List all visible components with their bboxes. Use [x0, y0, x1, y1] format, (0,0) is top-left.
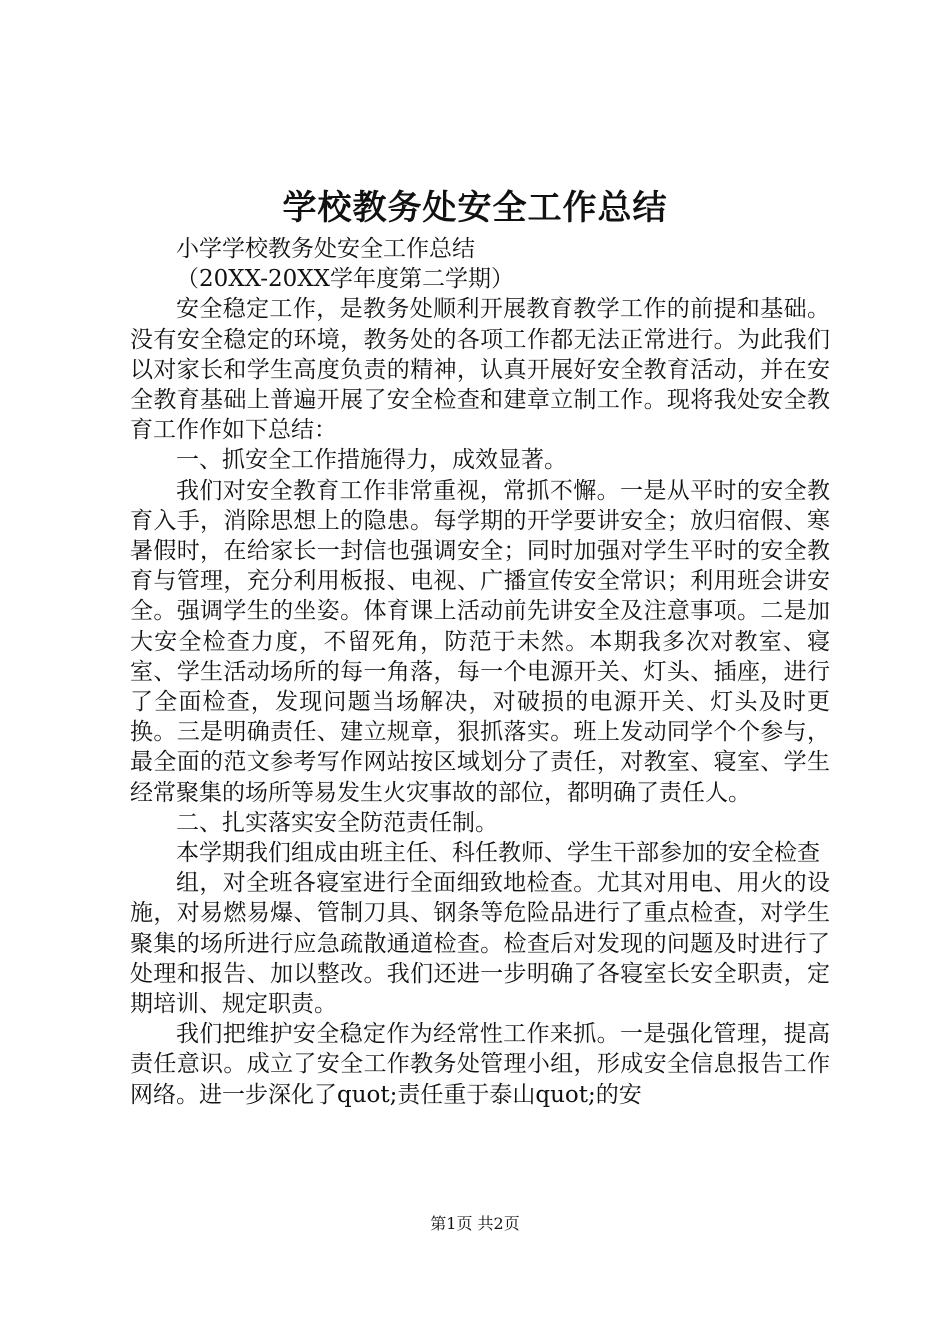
intro-paragraph: 安全稳定工作，是教务处顺利开展教育教学工作的前提和基础。没有安全稳定的环境，教务处的各项工作都无法正常进行。为此我们以对家长和学生高度负责的精神，认真开展好安全教育活动，并在安全教育基础上普遍开展了安全检查和建章立制工作。现将我处安全教育工作作如下总结：	[130, 296, 830, 444]
paragraph: 组，对全班各寝室进行全面细致地检查。尤其对用电、用火的设施，对易燃易爆、管制刀具、钢条等危险品进行了重点检查，对学生聚集的场所进行应急疏散通道检查。检查后对发现的问题及时进行了处理和报告、加以整改。我们还进一步明确了各寝室长安全职责，定期培训、规定职责。	[130, 870, 830, 1018]
subtitle: 小学学校教务处安全工作总结	[176, 236, 475, 262]
document-body	[130, 234, 830, 1110]
paragraph: 我们把维护安全稳定作为经常性工作来抓。一是强化管理，提高责任意识。成立了安全工作教务处管理小组，形成安全信息报告工作网络。进一步深化了quot;责任重于泰山quot;的安	[130, 1021, 830, 1108]
document-title: 学校教务处安全工作总结	[282, 188, 668, 228]
page-indicator: 第1页 共2页	[430, 1214, 520, 1233]
semester-line: （20XX-20XX学年度第二学期）	[176, 266, 514, 293]
section-heading-1: 一、抓安全工作措施得力，成效显著。	[176, 447, 567, 474]
section-heading-2: 二、扎实落实安全防范责任制。	[176, 809, 498, 836]
paragraph: 我们对安全教育工作非常重视，常抓不懈。一是从平时的安全教育入手，消除思想上的隐患。每学期的开学要讲安全；放归宿假、寒暑假时，在给家长一封信也强调安全；同时加强对学生平时的安全教育与管理，充分利用板报、电视、广播宣传安全常识；利用班会讲安全。强调学生的坐姿。体育课上活动前先讲安全及注意事项。二是加大安全检查力度，不留死角，防范于未然。本期我多次对教室、寝室、学生活动场所的每一角落，每一个电源开关、灯头、插座，进行了全面检查，发现问题当场解决，对破损的电源开关、灯头及时更换。三是明确责任、建立规章，狠抓落实。班上发动同学个个参与，最全面的范文参考写作网站按区域划分了责任，对教室、寝室、学生经常聚集的场所等易发生火灾事故的部位，都明确了责任人。	[130, 477, 830, 806]
paragraph: 本学期我们组成由班主任、科任教师、学生干部参加的安全检查	[176, 840, 820, 867]
